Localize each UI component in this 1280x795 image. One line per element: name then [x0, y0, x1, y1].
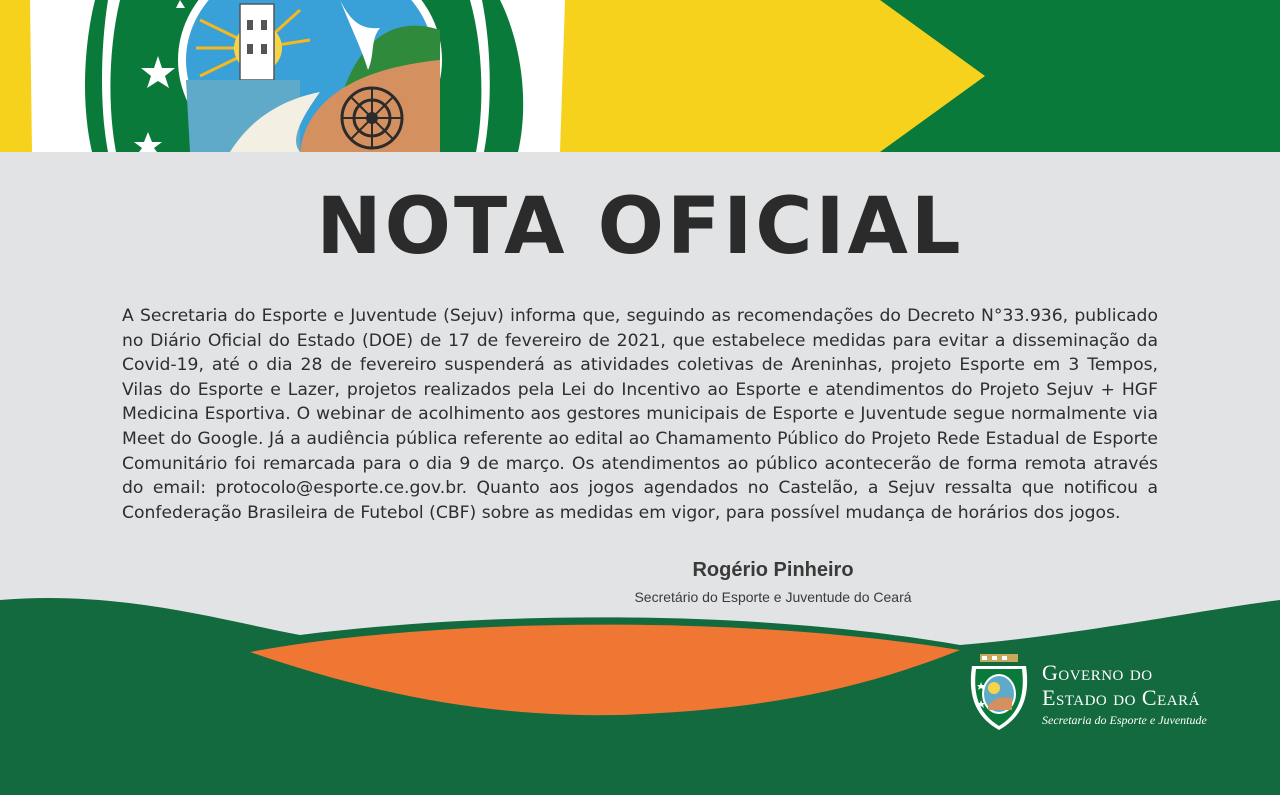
government-wordmark	[1042, 660, 1207, 728]
signer-name: Rogério Pinheiro	[692, 559, 854, 581]
header-banner	[0, 0, 1280, 152]
government-shield-icon	[968, 654, 1030, 730]
government-name-line2: Estado do Ceará	[1042, 685, 1200, 710]
department-name: Secretaria do Esporte e Juventude	[1042, 713, 1207, 727]
government-name-line1: Governo do	[1042, 660, 1153, 685]
signer-role: Secretário do Esporte e Juventude do Ceará	[634, 589, 912, 605]
coat-of-arms-icon	[30, 0, 565, 152]
page-title: NOTA OFICIAL	[316, 182, 964, 272]
official-note-body: A Secretaria do Esporte e Juventude (Sejuv) informa que, seguindo as recomendações do Decreto N°33.936, publicado no Diário Oficial do Estado (DOE) de 17 de fevereiro de 2021, que estabelece medidas para evitar a disseminação da Covid-19, até o dia 28 de fevereiro suspenderá as atividades coletivas de Areninhas, projeto Esporte em 3 Tempos, Vilas do Esporte e Lazer, projetos realizados pela Lei do Incentivo ao Esporte e atendimentos do Projeto Sejuv + HGF Medicina Esportiva. O webinar de acolhimento aos gestores municipais de Esporte e Juventude segue normalmente via Meet do Google. Já a audiência pública referente ao edital ao Chamamento Público do Projeto Rede Estadual de Esporte Comunitário foi remarcada para o dia 9 de março. Os atendimentos ao público acontecerão de forma remota através do email: protocolo@esporte.ce.gov.br. Quanto aos jogos agendados no Castelão, a Sejuv ressalta que notificou a Confederação Brasileira de Futebol (CBF) sobre as medidas em vigor, para possível mudança de horários dos jogos.	[122, 306, 1158, 523]
